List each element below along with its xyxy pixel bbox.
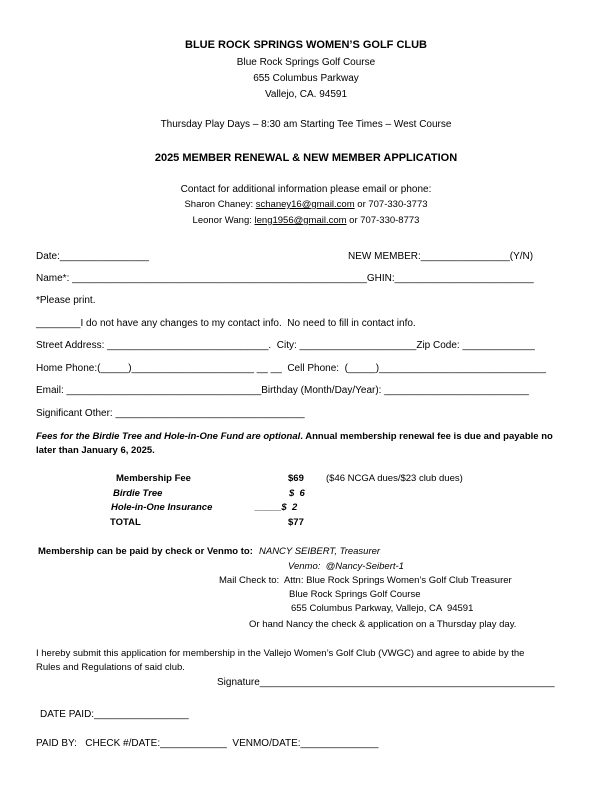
sharon-email-link[interactable]: schaney16@gmail.com xyxy=(255,199,355,210)
name-ghin-field[interactable]: Name*: _____________________________________________________GHIN:_________________________ xyxy=(36,273,534,284)
new-member-field[interactable]: NEW MEMBER:________________(Y/N) xyxy=(348,251,534,262)
fees-optional-note: Fees for the Birdie Tree and Hole-in-One Fund are optional xyxy=(36,431,301,442)
fees-deadline: later than January 6, 2025. xyxy=(36,445,155,456)
course-street: 655 Columbus Parkway xyxy=(253,73,359,84)
agreement-line1: I hereby submit this application for membership in the Vallejo Women’s Golf Club (VWGC) and agree to abide by the xyxy=(36,648,525,659)
course-name: Blue Rock Springs Golf Course xyxy=(236,57,376,68)
address-field[interactable]: Street Address: _____________________________. City: _____________________Zip Code: _____________ xyxy=(36,340,535,351)
leonor-name: Leonor Wang: xyxy=(192,215,255,226)
phone-field[interactable]: Home Phone:(_____)______________________ __ __ Cell Phone: (_____)______________________________ xyxy=(36,363,546,374)
paid-by-field[interactable]: PAID BY: CHECK #/DATE:____________ VENMO/DATE:______________ xyxy=(36,738,379,749)
contact-sharon xyxy=(0,200,612,210)
fee-label-total: TOTAL xyxy=(110,517,141,528)
mail-check-line1: Mail Check to: Attn: Blue Rock Springs Women’s Golf Club Treasurer xyxy=(219,575,512,586)
fee-label-membership: Membership Fee xyxy=(116,473,191,484)
fee-note-membership: ($46 NCGA dues/$23 club dues) xyxy=(326,473,463,484)
payment-payee: NANCY SEIBERT, Treasurer xyxy=(259,546,381,557)
fee-amount-hole-in-one: _____$ 2 xyxy=(255,502,298,513)
payment-label: Membership can be paid by check or Venmo to: xyxy=(38,546,253,557)
fee-amount-birdie: $ 6 xyxy=(289,488,305,499)
fees-due-note: . Annual membership renewal fee is due and payable no xyxy=(300,431,553,442)
payment-venmo: Venmo: @Nancy-Seibert-1 xyxy=(288,561,404,572)
sharon-phone: or 707-330-3773 xyxy=(354,199,428,210)
mail-check-line3: 655 Columbus Parkway, Vallejo, CA 94591 xyxy=(291,603,474,614)
email-birthday-field[interactable]: Email: ___________________________________Birthday (Month/Day/Year): __________________________ xyxy=(36,385,529,396)
fees-notice xyxy=(36,432,553,442)
fee-amount-membership: $69 xyxy=(288,473,304,484)
form-title: 2025 MEMBER RENEWAL & NEW MEMBER APPLICATION xyxy=(154,152,458,164)
date-field[interactable]: Date:________________ xyxy=(36,251,149,262)
hand-delivery-note: Or hand Nancy the check & application on a Thursday play day. xyxy=(249,619,517,630)
leonor-phone: or 707-330-8773 xyxy=(346,215,420,226)
signature-field[interactable]: Signature_____________________________________________________ xyxy=(217,677,555,688)
please-print-note: *Please print. xyxy=(36,295,96,306)
fee-amount-total: $77 xyxy=(288,517,304,528)
no-changes-field[interactable]: ________I do not have any changes to my contact info. No need to fill in contact info. xyxy=(36,318,416,329)
fee-label-hole-in-one: Hole-in-One Insurance xyxy=(111,502,213,513)
contact-leonor xyxy=(0,216,612,226)
mail-check-line2: Blue Rock Springs Golf Course xyxy=(289,589,421,600)
leonor-email-link[interactable]: leng1956@gmail.com xyxy=(254,215,347,226)
contact-intro: Contact for additional information please email or phone: xyxy=(180,184,432,195)
agreement-line2: Rules and Regulations of said club. xyxy=(36,662,185,673)
significant-other-field[interactable]: Significant Other: __________________________________ xyxy=(36,408,305,419)
play-days: Thursday Play Days – 8:30 am Starting Tee Times – West Course xyxy=(160,119,452,130)
sharon-name: Sharon Chaney: xyxy=(184,199,256,210)
club-title: BLUE ROCK SPRINGS WOMEN’S GOLF CLUB xyxy=(185,39,427,51)
date-paid-field[interactable]: DATE PAID:_________________ xyxy=(40,709,189,720)
fee-label-birdie: Birdie Tree xyxy=(113,488,163,499)
course-city: Vallejo, CA. 94591 xyxy=(264,89,348,100)
